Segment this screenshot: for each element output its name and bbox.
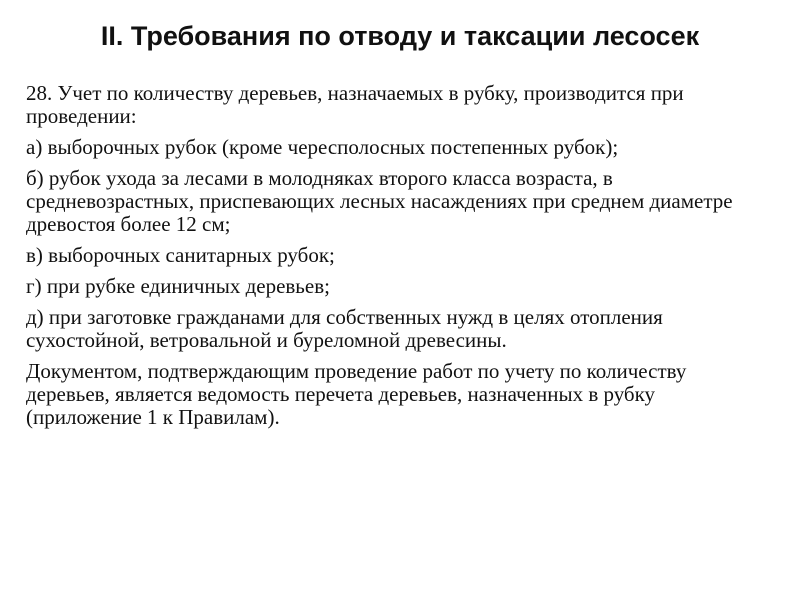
- paragraph-item-d: д) при заготовке гражданами для собственных нужд в целях отопления сухостойной, ветровальной и буреломной древесины.: [26, 305, 663, 352]
- paragraph-intro: 28. Учет по количеству деревьев, назначаемых в рубку, производится при проведении:: [26, 81, 684, 128]
- paragraph-item-g: г) при рубке единичных деревьев;: [26, 274, 330, 298]
- slide-title: II. Требования по отводу и таксации лесосек: [100, 21, 700, 51]
- paragraph-document: Документом, подтверждающим проведение работ по учету по количеству деревьев, является ведомость перечета деревьев, назначенных в рубку (приложение 1 к Правилам).: [26, 359, 687, 429]
- paragraph-item-a: а) выборочных рубок (кроме чересполосных постепенных рубок);: [26, 135, 619, 159]
- paragraph-item-b: б) рубок ухода за лесами в молодняках второго класса возраста, в средневозрастных, приспевающих лесных насаждениях при среднем диаметре древостоя более 12 см;: [26, 166, 733, 236]
- slide-body: [26, 82, 774, 429]
- paragraph-item-v: в) выборочных санитарных рубок;: [26, 243, 335, 267]
